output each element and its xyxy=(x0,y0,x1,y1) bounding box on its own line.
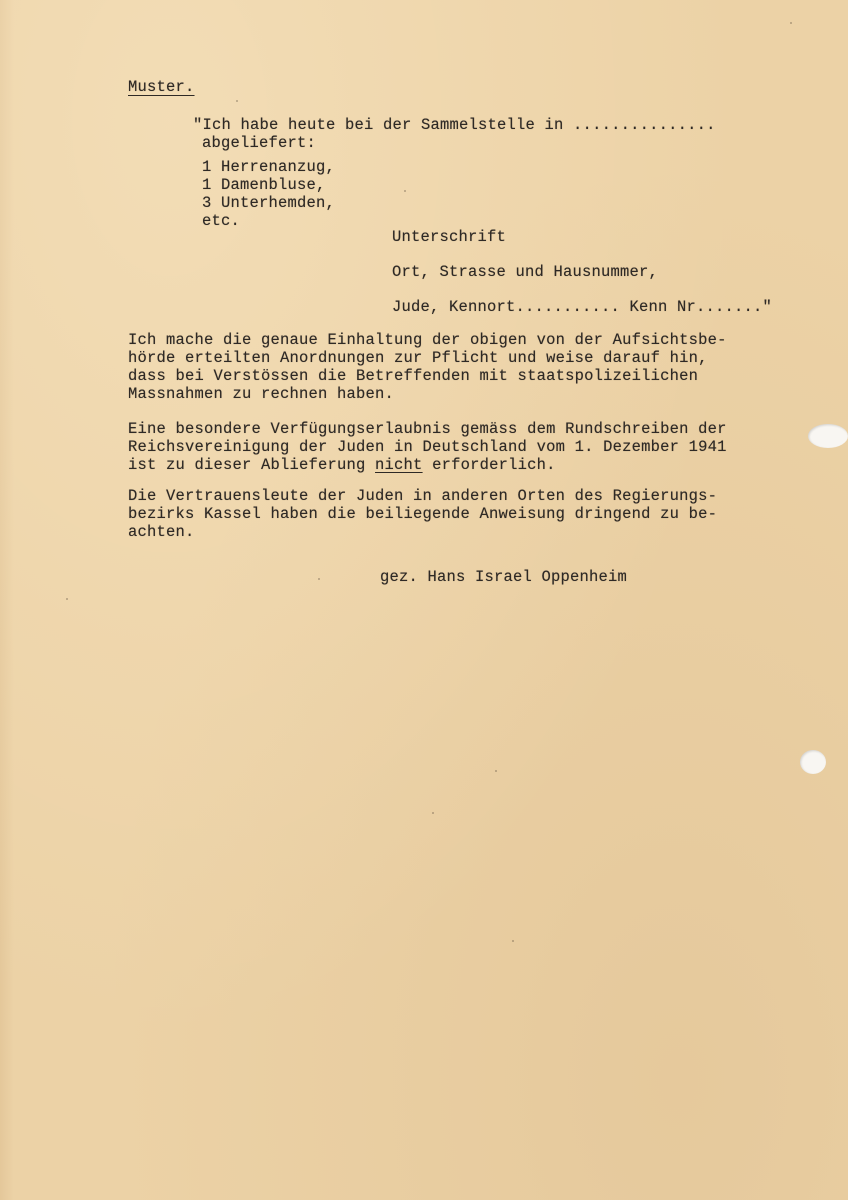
signatory: gez. Hans Israel Oppenheim xyxy=(380,568,628,586)
signature-line: Unterschrift xyxy=(392,228,507,246)
paragraph-2-line: Eine besondere Verfügungserlaubnis gemäss dem Rundschreiben der xyxy=(128,420,727,438)
paragraph-1-line: Ich mache die genaue Einhaltung der obigen von der Aufsichtsbe- xyxy=(128,331,727,349)
paper-speck xyxy=(318,578,320,580)
quote-line-1: "Ich habe heute bei der Sammelstelle in ............... xyxy=(193,116,716,134)
paragraph-2-text: erforderlich. xyxy=(422,456,556,474)
paragraph-2-line: Reichsvereinigung der Juden in Deutschland vom 1. Dezember 1941 xyxy=(128,438,727,456)
paragraph-3-line: bezirks Kassel haben die beiliegende Anweisung dringend zu be- xyxy=(128,505,718,523)
paragraph-1-line: dass bei Verstössen die Betreffenden mit staatspolizeilichen xyxy=(128,367,699,385)
emphasis-nicht: nicht xyxy=(375,456,423,474)
paragraph-1-line: hörde erteilten Anordnungen zur Pflicht und weise darauf hin, xyxy=(128,349,708,367)
paragraph-2-line xyxy=(128,456,556,474)
list-item: etc. xyxy=(202,212,241,230)
paper-speck xyxy=(495,770,497,772)
paper-speck xyxy=(66,598,68,600)
list-item: 1 Damenbluse, xyxy=(202,176,326,194)
list-item: 1 Herrenanzug, xyxy=(202,158,336,176)
paper-speck xyxy=(404,190,406,192)
paper-speck xyxy=(236,100,238,102)
list-item: 3 Unterhemden, xyxy=(202,194,336,212)
address-line: Ort, Strasse und Hausnummer, xyxy=(392,263,659,281)
punch-hole-bottom xyxy=(800,750,826,774)
quote-line-2: abgeliefert: xyxy=(202,134,317,152)
identification-line: Jude, Kennort........... Kenn Nr......." xyxy=(392,298,773,316)
paper-speck xyxy=(512,940,514,942)
paragraph-2-text: ist zu dieser Ablieferung xyxy=(128,456,376,474)
paragraph-1-line: Massnahmen zu rechnen haben. xyxy=(128,385,395,403)
paragraph-3-line: Die Vertrauensleute der Juden in anderen Orten des Regierungs- xyxy=(128,487,718,505)
punch-hole-top xyxy=(808,424,848,448)
document-heading: Muster. xyxy=(128,78,195,96)
paper-speck xyxy=(790,22,792,24)
paper-speck xyxy=(432,812,434,814)
paragraph-3-line: achten. xyxy=(128,523,195,541)
